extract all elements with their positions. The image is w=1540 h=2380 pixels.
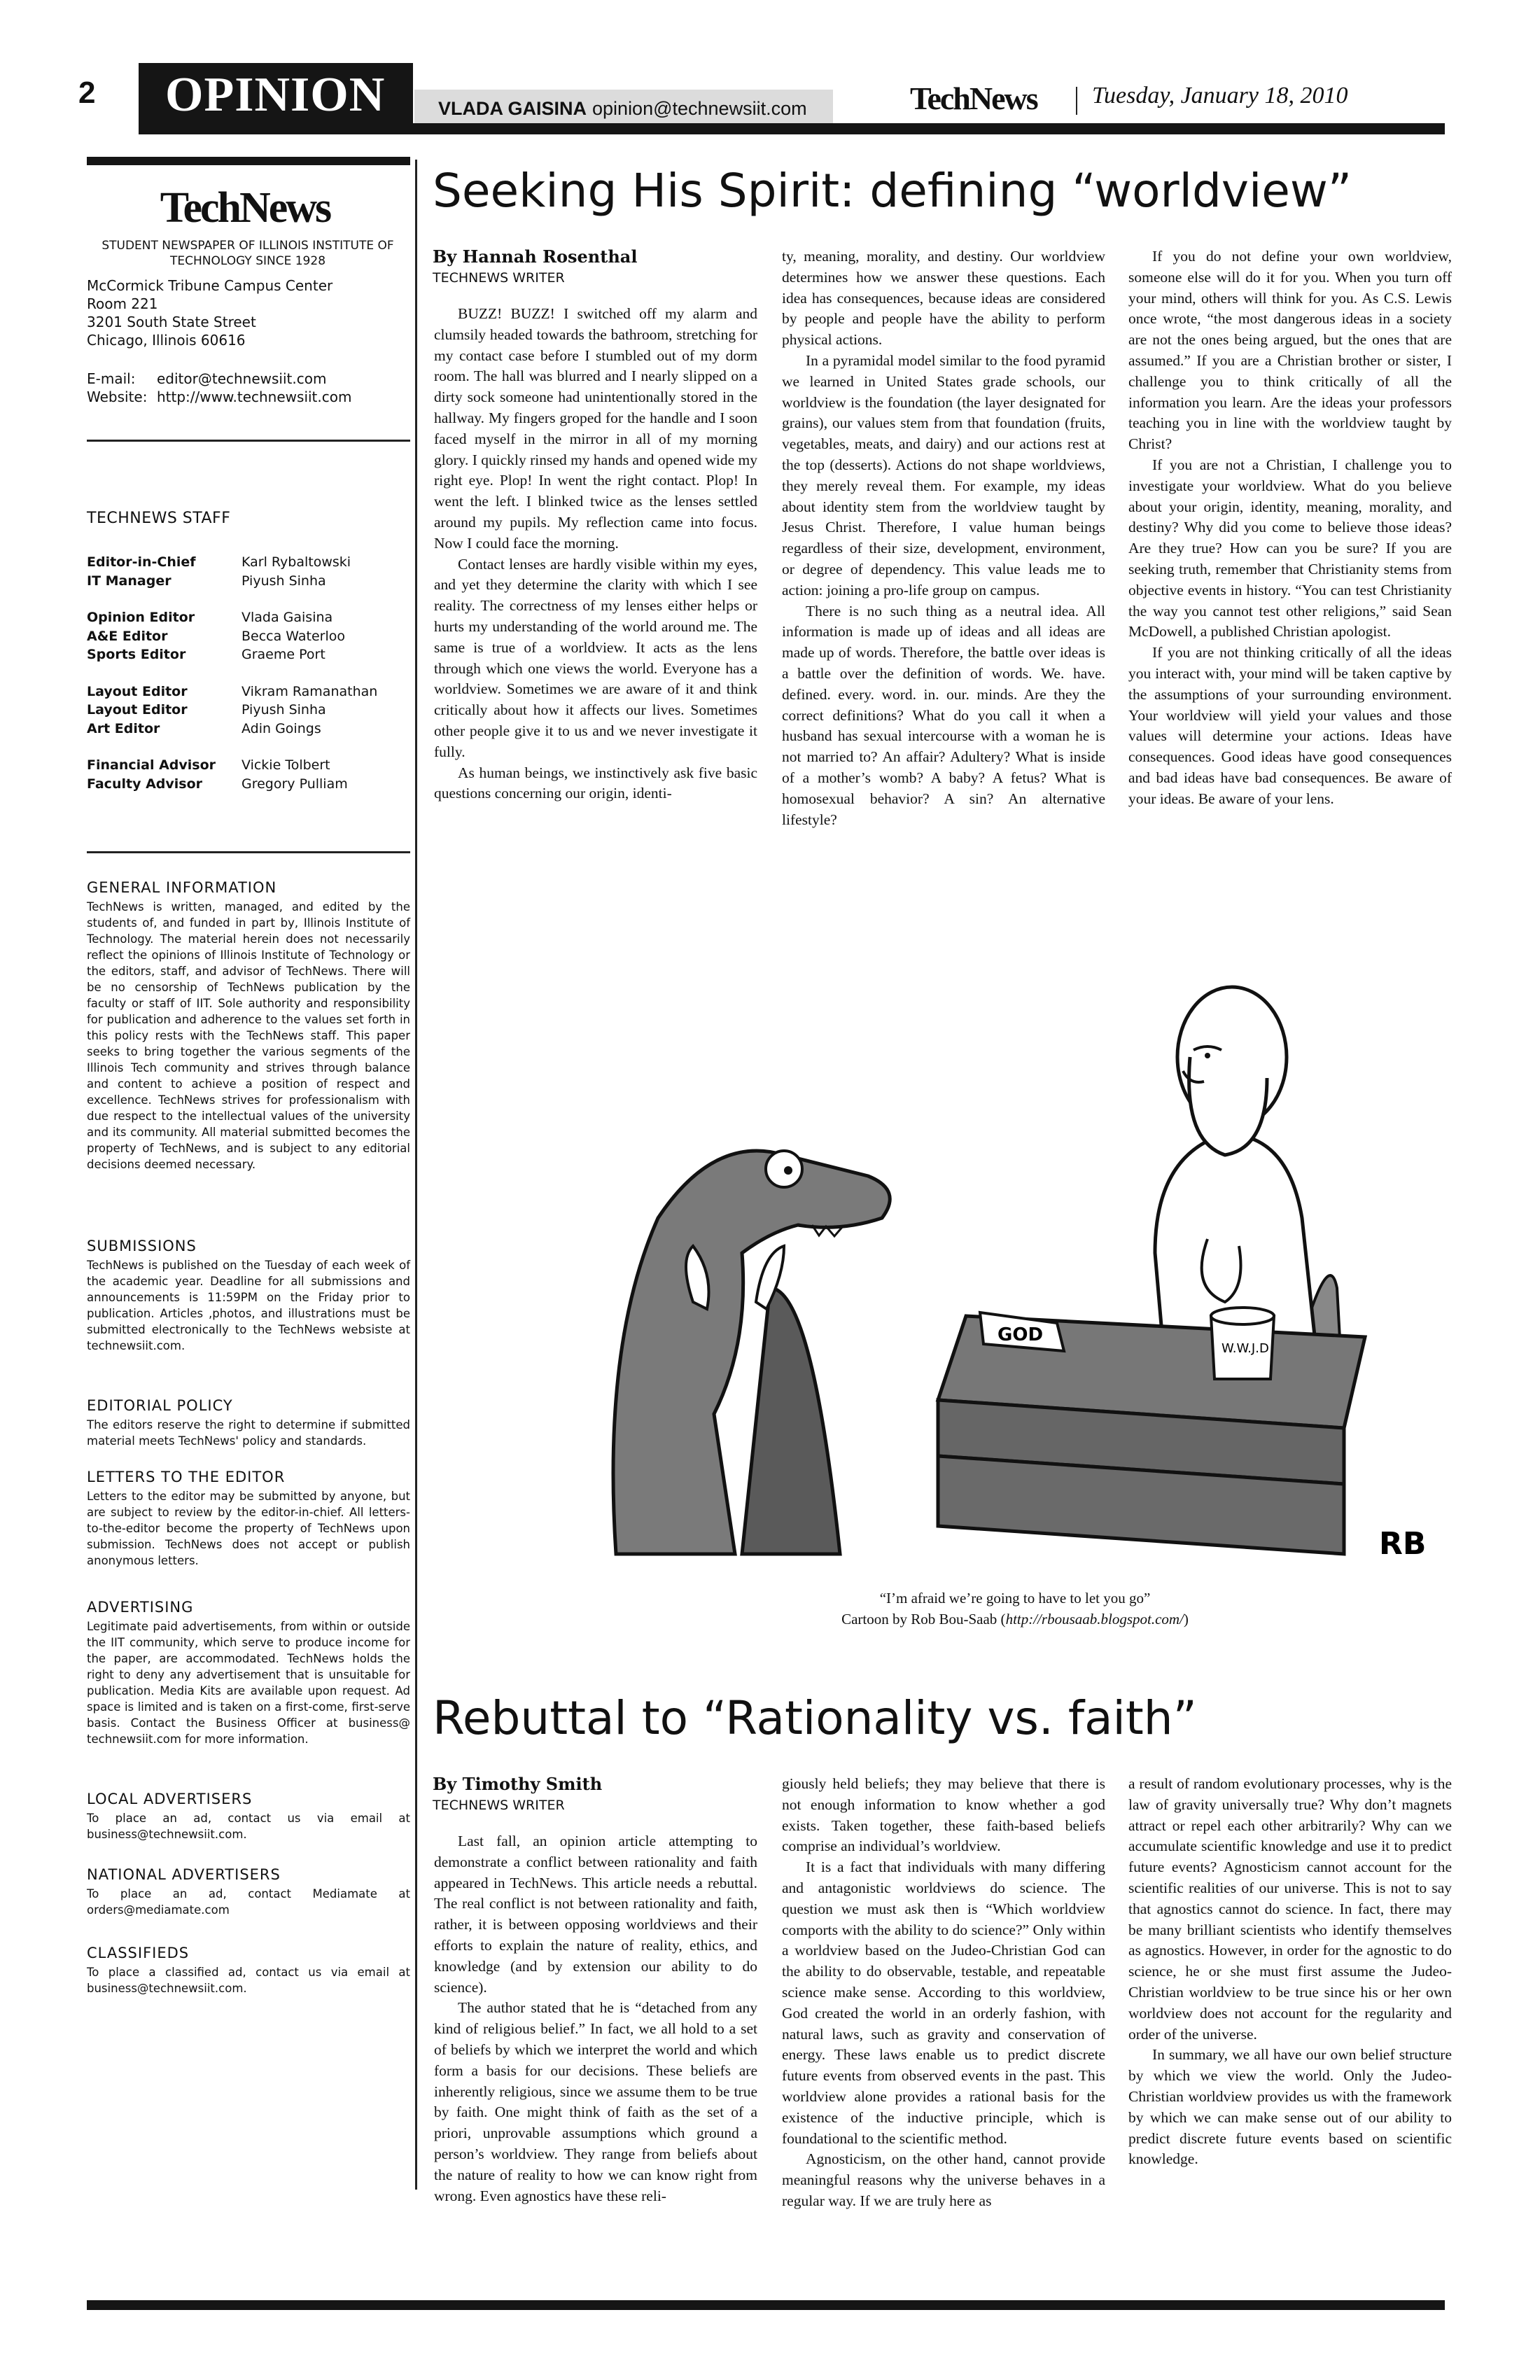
- staff-name: Piyush Sinha: [241, 573, 326, 589]
- staff-group: [87, 756, 377, 793]
- sidebar-divider: [87, 851, 410, 853]
- page-number: 2: [78, 76, 96, 110]
- staff-row: [87, 645, 377, 664]
- credit-prefix: Cartoon by Rob Bou-Saab (: [841, 1611, 1006, 1628]
- staff-role: Editor-in-Chief: [87, 554, 196, 570]
- sidebar-info-section: [87, 1945, 410, 1996]
- masthead-rule: [139, 123, 1445, 134]
- article-column: [782, 246, 1105, 830]
- website-label: Website:: [87, 388, 148, 405]
- article-paragraph: If you do not define your own worldview, someone else will do it for you. When you turn off your mind, others will think for you. As C.S. Lewis once wrote, “the most dangerous ideas in a society are not the ones being argued, but the ones that are assumed.” If you are a Christian brother or sister, I challenge you to think critically of all the information you learn. Are the ideas your professors teaching you in line with the worldview taught by Christ?: [1128, 248, 1452, 453]
- address-line: Chicago, Illinois 60616: [87, 332, 246, 349]
- staff-role: Art Editor: [87, 720, 160, 736]
- staff-name: Vlada Gaisina: [241, 610, 333, 625]
- info-text: Letters to the editor may be submitted by anyone, but are subject to review by the editor-in-chief. All letters-to-the-editor become the property of TechNews upon submission. TechNews does not accept or publish anonymous letters.: [87, 1490, 410, 1567]
- staff-list: [87, 553, 377, 811]
- staff-row: [87, 627, 377, 646]
- info-heading: GENERAL INFORMATION: [87, 879, 277, 896]
- article-paragraph: If you are not thinking critically of all the ideas you interact with, your mind will be taken captive by the assumptions of your surrounding environment. Your worldview will yield your values and those values will determine your actions. Ideas have consequences. Good ideas have good consequences and bad ideas have bad consequences. Be aware of your ideas. Be aware of your lens.: [1128, 644, 1452, 807]
- article-column: [782, 1774, 1105, 2212]
- staff-row: [87, 775, 377, 794]
- email-label: E-mail:: [87, 370, 136, 387]
- article-paragraph: In summary, we all have our own belief structure by which we view the world. Only the Judeo-Christian worldview provides us with the framework by which we can make sense out of our ability to predict discrete future events based on scientific knowledge.: [1128, 2046, 1452, 2168]
- issue-date: Tuesday, January 18, 2010: [1092, 83, 1348, 108]
- article-paragraph: There is no such thing as a neutral idea. All information is made up of ideas and all ideas are made up of words. Therefore, the battle over ideas is a battle over the definition of words. We. have. defined. every. word. in. our. minds. Are they the correct definitions? What do you call it when a husband has sexual intercourse with a woman he is not married to? An affair? Adultery? What is inside of a mother’s womb? A baby? A fetus? What is homosexual behavior? A sin? An alternative lifestyle?: [782, 602, 1105, 828]
- article-paragraph: BUZZ! BUZZ! I switched off my alarm and clumsily headed towards the bathroom, stretching for my contact case before I stumbled out of my dorm room. The hall was blurred and I nearly slipped on a dirty sock someone had unintentionally stored in the hallway. My fingers groped for the handle and I soon faced myself in the mirror in all of my morning glory. I quickly rinsed my hands and opened wide my right eye. Plop! In went the right contact. Plop! In went the left. I blinked twice as the lenses settled around my pupils. My reflection came into focus. Now I could face the morning.: [434, 305, 757, 552]
- article-paragraph: It is a fact that individuals with many differing and antagonistic worldviews do science. The question we must ask then is “Which worldview comports with the ability to do science?” Only within a worldview based on the Judeo-Christian God can the ability to do observable, testable, and repeatable science make sense. According to this worldview, God created the world in an orderly fashion, with natural laws, such as gravity and conservation of energy. These laws enable us to predict discrete future events from observed events in the past. This worldview alone provides a rational basis for the existence of the inductive principle, which is foundational to the scientific method.: [782, 1858, 1105, 2147]
- cartoon-credit: [630, 1609, 1400, 1630]
- email-link[interactable]: editor@technewsiit.com: [157, 370, 327, 387]
- article-column: [1128, 1774, 1452, 2170]
- sidebar-divider: [87, 440, 410, 442]
- staff-role: A&E Editor: [87, 628, 168, 644]
- sidebar-info-section: [87, 1866, 410, 1918]
- staff-role: Opinion Editor: [87, 610, 195, 625]
- article-byline: By Hannah Rosenthal: [433, 246, 638, 267]
- cartoon-signature: RB: [1379, 1526, 1427, 1562]
- staff-row: [87, 756, 377, 775]
- article-paragraph: Agnosticism, on the other hand, cannot provide meaningful reasons why the universe behaves in a regular way. If we are truly here as: [782, 2150, 1105, 2209]
- sidebar-info-section: [87, 1791, 410, 1842]
- sidebar-tagline: STUDENT NEWSPAPER OF ILLINOIS INSTITUTE OF TECHNOLOGY SINCE 1928: [102, 239, 394, 268]
- article-paragraph: a result of random evolutionary processes, why is the law of gravity universally true? Why don’t magnets attract or repel each other arbitrarily? Why can we accumulate scientific knowledge and use it to predict future events? Agnosticism cannot account for the scientific realities of our universe. This is not to say that agnostics cannot do science. In fact, there may be many brilliant scientists who identify themselves as agnostics. However, in order for the agnostic to do science, he or she must first assume the Judeo-Christian worldview to be true since his or her own worldview does not account for the regularity and order of the universe.: [1128, 1775, 1452, 2043]
- article-column: [1128, 246, 1452, 810]
- staff-group: [87, 608, 377, 664]
- staff-name: Vickie Tolbert: [241, 757, 330, 773]
- staff-role: IT Manager: [87, 573, 172, 589]
- cartoon-illustration: [574, 924, 1505, 1568]
- staff-name: Karl Rybaltowski: [241, 554, 351, 570]
- article-paragraph: In a pyramidal model similar to the food pyramid we learned in United States grade schools, our worldview is the foundation (the layer designated for grains), our values stem from that foundation (fruits, vegetables, meats, and dairy) and our actions rest at the top (desserts). Actions do not shape worldviews, they merely reveal them. For example, my ideas about identity stem from the worldview taught by Jesus Christ. Therefore, I value human beings regardless of their size, development, environment, or degree of dependency. This value leads me to action: joining a pro-life group on campus.: [782, 351, 1105, 598]
- article-column: [434, 1831, 757, 2206]
- staff-role: Sports Editor: [87, 647, 186, 662]
- info-text: TechNews is published on the Tuesday of each week of the academic year. Deadline for all submissions and announcements is 11:59PM on the Friday prior to publication. Articles ,photos, and illustrations must be submitted electronically to the TechNews websiste at technewsiit.com.: [87, 1259, 410, 1352]
- info-heading: LOCAL ADVERTISERS: [87, 1791, 253, 1807]
- address-line: McCormick Tribune Campus Center: [87, 277, 333, 294]
- cartoon-nameplate: [980, 1312, 1064, 1351]
- staff-name: Graeme Port: [241, 647, 326, 662]
- article-byline: By Timothy Smith: [433, 1774, 603, 1794]
- staff-group: [87, 553, 377, 590]
- sidebar-brand-logo: TechNews: [160, 184, 330, 232]
- staff-row: [87, 608, 377, 627]
- nameplate-text: GOD: [997, 1324, 1044, 1345]
- article-paragraph: As human beings, we instinctively ask five basic questions concerning our origin, identi-: [434, 764, 757, 802]
- staff-name: Vikram Ramanathan: [241, 683, 378, 699]
- article-headline: Seeking His Spirit: defining “worldview”: [433, 164, 1352, 218]
- staff-group: [87, 682, 377, 738]
- sidebar-top-rule: [87, 157, 410, 165]
- section-email-link[interactable]: opinion@technewsiit.com: [592, 98, 807, 119]
- page-bottom-rule: [87, 2300, 1445, 2310]
- info-text: To place a classified ad, contact us via email at business@technewsiit.com.: [87, 1966, 410, 1995]
- sidebar-column-rule: [415, 160, 417, 2190]
- sidebar-info-section: [87, 1397, 410, 1449]
- credit-suffix: ): [1183, 1611, 1189, 1628]
- info-heading: EDITORIAL POLICY: [87, 1397, 233, 1414]
- info-text: To place an ad, contact Mediamate at orders@mediamate.com: [87, 1887, 410, 1917]
- info-text: TechNews is written, managed, and edited by the students of, and funded in part by, Illinois Institute of Technology. The material herein does not necessarily reflect the opinions of Illinois Institute of Technology or the editors, staff, and advisor of TechNews. There will be no censorship of TechNews publication by the faculty or staff of IIT. Sole authority and responsibility for publication and adherence to the values set forth in this policy rests with the TechNews staff. This paper seeks to bring together the various segments of the Illinois Tech community and strives through balance and content to achieve a position of respect and excellence. TechNews strives for professionalism with due respect to the intellectual values of the university and its community. All material submitted becomes the property of TechNews, and is subject to any editorial decisions deemed necessary.: [87, 900, 410, 1171]
- article-column: [434, 304, 757, 804]
- info-heading: NATIONAL ADVERTISERS: [87, 1866, 281, 1883]
- article-paragraph: ty, meaning, morality, and destiny. Our worldview determines how we answer these questions. Each idea has consequences, because ideas are considered by people and people have the ability to perform physical actions.: [782, 248, 1105, 349]
- info-text: The editors reserve the right to determine if submitted material meets TechNews' policy and standards.: [87, 1418, 410, 1448]
- section-editor-name: VLADA GAISINA: [438, 98, 587, 119]
- staff-row: [87, 701, 377, 720]
- cartoon-desk: [938, 1316, 1365, 1554]
- staff-name: Piyush Sinha: [241, 702, 326, 718]
- info-heading: SUBMISSIONS: [87, 1238, 197, 1254]
- info-heading: LETTERS TO THE EDITOR: [87, 1469, 286, 1485]
- sidebar-address: [87, 276, 332, 349]
- staff-heading: TECHNEWS STAFF: [87, 510, 231, 527]
- staff-row: [87, 682, 377, 701]
- staff-name: Becca Waterloo: [241, 628, 345, 644]
- staff-row: [87, 553, 377, 572]
- sidebar-info-section: [87, 1469, 410, 1569]
- address-line: 3201 South State Street: [87, 314, 256, 330]
- article-author-role: TECHNEWS WRITER: [433, 1798, 565, 1813]
- info-text: To place an ad, contact us via email at business@technewsiit.com.: [87, 1812, 410, 1841]
- sidebar-info-section: [87, 879, 410, 1172]
- website-link[interactable]: http://www.technewsiit.com: [157, 388, 352, 405]
- staff-name: Adin Goings: [241, 720, 321, 736]
- info-text: Legitimate paid advertisements, from within or outside the IIT community, which serve to produce income for the paper, are accommodated. TechNews holds the right to deny any advertisement that is unsuitable for publication. Media Kits are available upon request. Ad space is limited and is taken on a first-come, first-serve basis. Contact the Business Officer at business@ technewsiit.com for more information.: [87, 1620, 410, 1746]
- masthead: [0, 63, 1540, 133]
- sidebar-contact: [87, 370, 351, 406]
- article-paragraph: If you are not a Christian, I challenge you to investigate your worldview. What do you believe about your origin, identity, meaning, morality, and destiny? Why did you come to believe those ideas? Are they true? How can you be sure? If you are seeking truth, remember that Christianity stems from objective events in history. “You can test Christianity the way you cannot test other religions,” said Sean McDowell, a published Christian apologist.: [1128, 456, 1452, 640]
- info-heading: ADVERTISING: [87, 1599, 194, 1616]
- cartoonist-link[interactable]: http://rbousaab.blogspot.com/: [1005, 1611, 1184, 1628]
- cartoon-mug: [1211, 1308, 1274, 1379]
- staff-role: Layout Editor: [87, 702, 188, 718]
- mug-text: W.W.J.D: [1222, 1341, 1269, 1356]
- staff-role: Layout Editor: [87, 683, 188, 699]
- address-line: Room 221: [87, 295, 158, 312]
- sidebar-info-section: [87, 1599, 410, 1747]
- cartoon-dinosaur: [613, 1151, 890, 1554]
- section-title: OPINION: [165, 68, 386, 122]
- cartoon-caption: [630, 1588, 1400, 1630]
- article-paragraph: giously held beliefs; they may believe that there is not enough information to know whether a god exists. Taken together, these faith-based beliefs comprise an individual’s worldview.: [782, 1775, 1105, 1855]
- info-heading: CLASSIFIEDS: [87, 1945, 190, 1961]
- article-paragraph: Last fall, an opinion article attempting to demonstrate a conflict between rationality and faith appeared in TechNews. This article needs a rebuttal. The real conflict is not between rationality and faith, rather, it is between opposing worldviews and their efforts to explain the nature of reality, ethics, and knowledge (and by extension our ability to do science).: [434, 1833, 757, 1996]
- section-tab: [139, 63, 413, 132]
- article-paragraph: Contact lenses are hardly visible within my eyes, and yet they determine the clarity with which I see reality. The correctness of my lenses either helps or hurts my understanding of the world around me. The same is true of a worldview. It acts as the lens through which one views the world. Everyone has a worldview. Sometimes we are aware of it and think critically about how it affects our lives. Sometimes other people give it to us and we never investigate it fully.: [434, 555, 757, 760]
- article-headline: Rebuttal to “Rationality vs. faith”: [433, 1691, 1197, 1745]
- staff-row: [87, 572, 377, 591]
- cartoon-caption-quote: “I’m afraid we’re going to have to let you go”: [879, 1590, 1151, 1606]
- article-author-role: TECHNEWS WRITER: [433, 270, 565, 286]
- staff-name: Gregory Pulliam: [241, 776, 348, 792]
- staff-row: [87, 720, 377, 738]
- staff-role: Faculty Advisor: [87, 776, 203, 792]
- masthead-brand-logo: TechNews: [910, 80, 1037, 116]
- sidebar-info-section: [87, 1238, 410, 1354]
- masthead-divider: [1076, 87, 1077, 115]
- staff-role: Financial Advisor: [87, 757, 216, 773]
- article-paragraph: The author stated that he is “detached from any kind of religious belief.” In fact, we all hold to a set of beliefs by which we interpret the world and which form a basis for our decisions. These beliefs are inherently religious, since we assume them to be true by faith. One might think of faith as the set of a priori, unprovable assumptions which ground a person’s worldview. They range from beliefs about the nature of reality to how we can know right from wrong. Even agnostics have these reli-: [434, 1999, 757, 2204]
